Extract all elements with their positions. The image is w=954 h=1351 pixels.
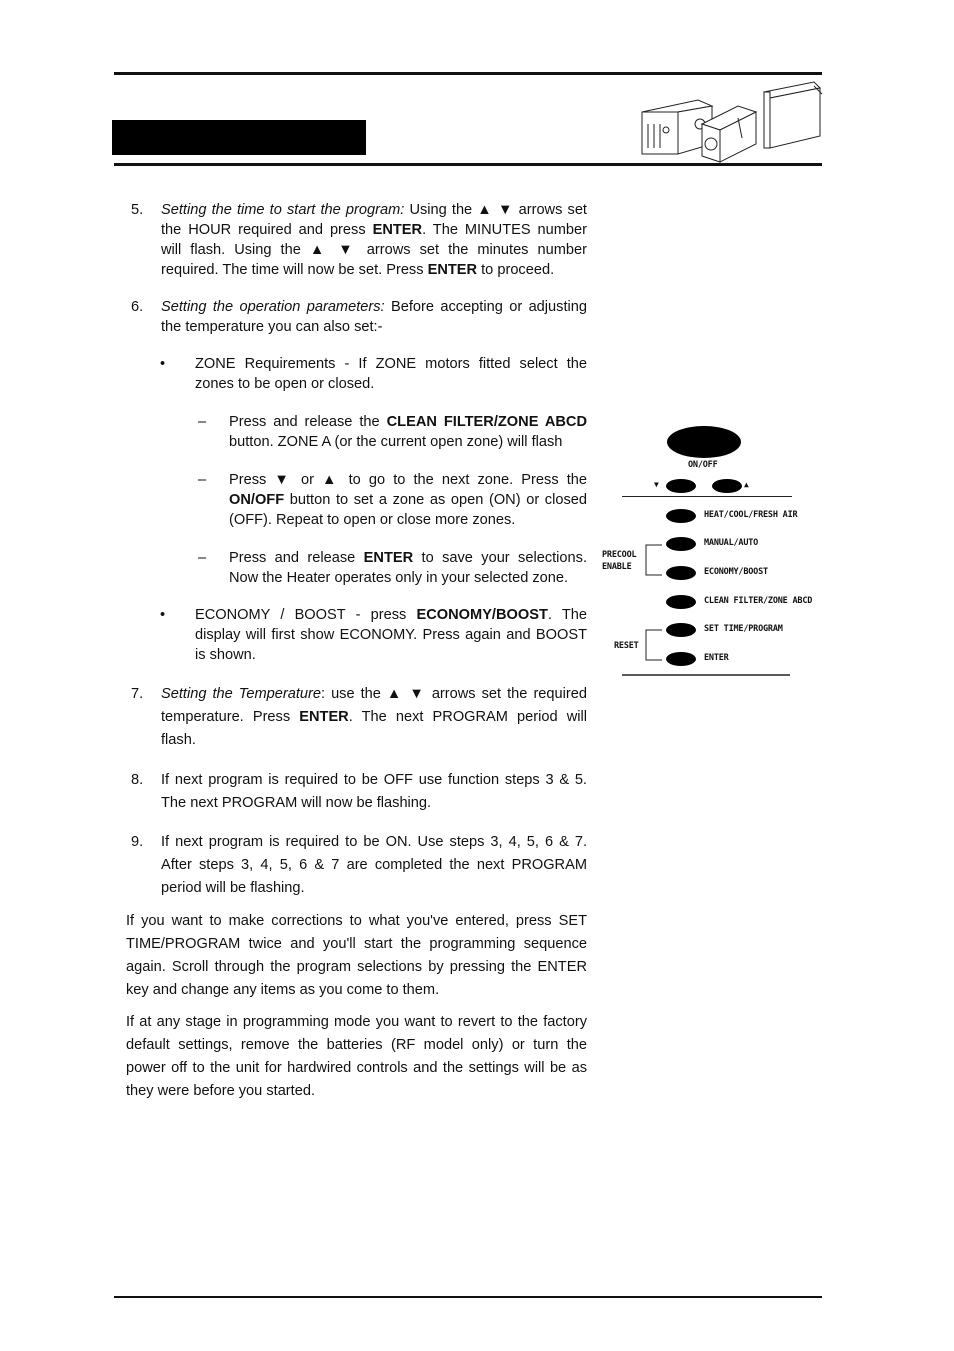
economy-boost-label: ECONOMY/BOOST xyxy=(704,567,768,577)
enable-label: ENABLE xyxy=(602,562,632,572)
step-text: . The MINUTES number will flash. Using the ▲ ▼ arrows set the minutes number required. The time will now be set. Press xyxy=(161,222,588,278)
step-9 xyxy=(126,831,587,900)
step-text: : use the ▲ ▼ arrows set the required temperature. Press xyxy=(161,686,587,725)
on-off-label: ON/OFF xyxy=(688,460,718,470)
step-number: 9. xyxy=(131,834,144,850)
step-title: Setting the operation parameters: xyxy=(161,299,385,315)
step-title: Setting the time to start the program: xyxy=(161,202,405,218)
key-on-off: ON/OFF xyxy=(229,492,285,508)
control-units-illustration xyxy=(638,78,824,164)
step-text: If next program is required to be ON. Use steps 3, 4, 5, 6 & 7. After steps 3, 4, 5, 6 & 7 are completed the next PROGRAM period will be flashing. xyxy=(161,834,587,896)
instructions-body xyxy=(126,200,587,1103)
top-rule xyxy=(114,72,822,75)
heat-cool-fresh-air-label: HEAT/COOL/FRESH AIR xyxy=(704,510,798,520)
dash-text: Press ▼ or ▲ to go to the next zone. Press the xyxy=(229,472,587,488)
up-arrow-icon: ▲ xyxy=(744,480,749,489)
dash-text: Press and release xyxy=(229,550,364,566)
step-text: Using the ▲ ▼ arrows set the HOUR required and press xyxy=(161,202,587,238)
enter-label: ENTER xyxy=(704,653,729,663)
clean-filter-zone-label: CLEAN FILTER/ZONE ABCD xyxy=(704,596,813,606)
step-text: to proceed. xyxy=(477,262,555,278)
key-economy-boost: ECONOMY/BOOST xyxy=(416,607,548,623)
paragraph-corrections: If you want to make corrections to what you've entered, press SET TIME/PROGRAM twice and you'll start the programming sequence again. Scroll through the program selections by pressing the ENTER key and change any items as you come to them. xyxy=(126,913,587,998)
paragraph-factory-defaults: If at any stage in programming mode you want to revert to the factory default settings, remove the batteries (RF model only) or turn the power off to the unit for hardwired controls and the settings will be as they were before you started. xyxy=(126,1014,587,1099)
dash-mark: – xyxy=(198,550,207,566)
dash-text: to save your selections. Now the Heater operates only in your selected zone. xyxy=(229,550,587,586)
dash-item-save xyxy=(126,548,587,588)
dash-mark: – xyxy=(198,472,207,488)
bullet-text: ECONOMY / BOOST - press xyxy=(195,607,417,623)
header-title-bar xyxy=(112,120,366,155)
key-clean-filter: CLEAN FILTER/ZONE ABCD xyxy=(386,414,587,430)
dash-item-next-zone xyxy=(126,470,587,530)
step-number: 8. xyxy=(131,772,144,788)
bullet-economy-boost xyxy=(126,605,587,665)
manual-auto-label: MANUAL/AUTO xyxy=(704,538,759,548)
step-number: 7. xyxy=(131,686,144,702)
dash-item-clean-filter xyxy=(126,412,587,452)
reset-label: RESET xyxy=(614,641,639,651)
step-number: 5. xyxy=(131,202,144,218)
bullet-text: . The display will first show ECONOMY. Press again and BOOST is shown. xyxy=(195,607,588,663)
dash-text: button. ZONE A (or the current open zone) will flash xyxy=(229,434,563,450)
bullet-dot: • xyxy=(160,607,166,623)
controller-panel-diagram xyxy=(598,420,828,690)
panel-brackets xyxy=(598,420,828,690)
step-6 xyxy=(126,297,587,337)
footer-rule xyxy=(114,1296,822,1298)
key-enter: ENTER xyxy=(372,222,423,238)
step-text: . The next PROGRAM period will flash. xyxy=(161,709,587,748)
step-title: Setting the Temperature xyxy=(161,686,321,702)
set-time-program-label: SET TIME/PROGRAM xyxy=(704,624,783,634)
key-enter: ENTER xyxy=(299,709,349,725)
key-enter: ENTER xyxy=(363,550,414,566)
bullet-zone-requirements xyxy=(126,354,587,394)
key-enter: ENTER xyxy=(427,262,478,278)
step-text: If next program is required to be OFF use function steps 3 & 5. The next PROGRAM will now be flashing. xyxy=(161,772,587,811)
step-text: Before accepting or adjusting the temperature you can also set:- xyxy=(161,299,587,335)
down-arrow-icon: ▼ xyxy=(654,480,659,489)
dash-text: Press and release the xyxy=(229,414,387,430)
step-8 xyxy=(126,769,587,815)
dash-mark: – xyxy=(198,414,207,430)
step-number: 6. xyxy=(131,299,144,315)
bullet-dot: • xyxy=(160,356,166,372)
precool-label: PRECOOL xyxy=(602,550,637,560)
step-5 xyxy=(126,200,587,280)
step-7 xyxy=(126,683,587,752)
dash-text: button to set a zone as open (ON) or closed (OFF). Repeat to open or close more zones. xyxy=(229,492,587,528)
bullet-text: ZONE Requirements - If ZONE motors fitted select the zones to be open or closed. xyxy=(195,356,587,392)
